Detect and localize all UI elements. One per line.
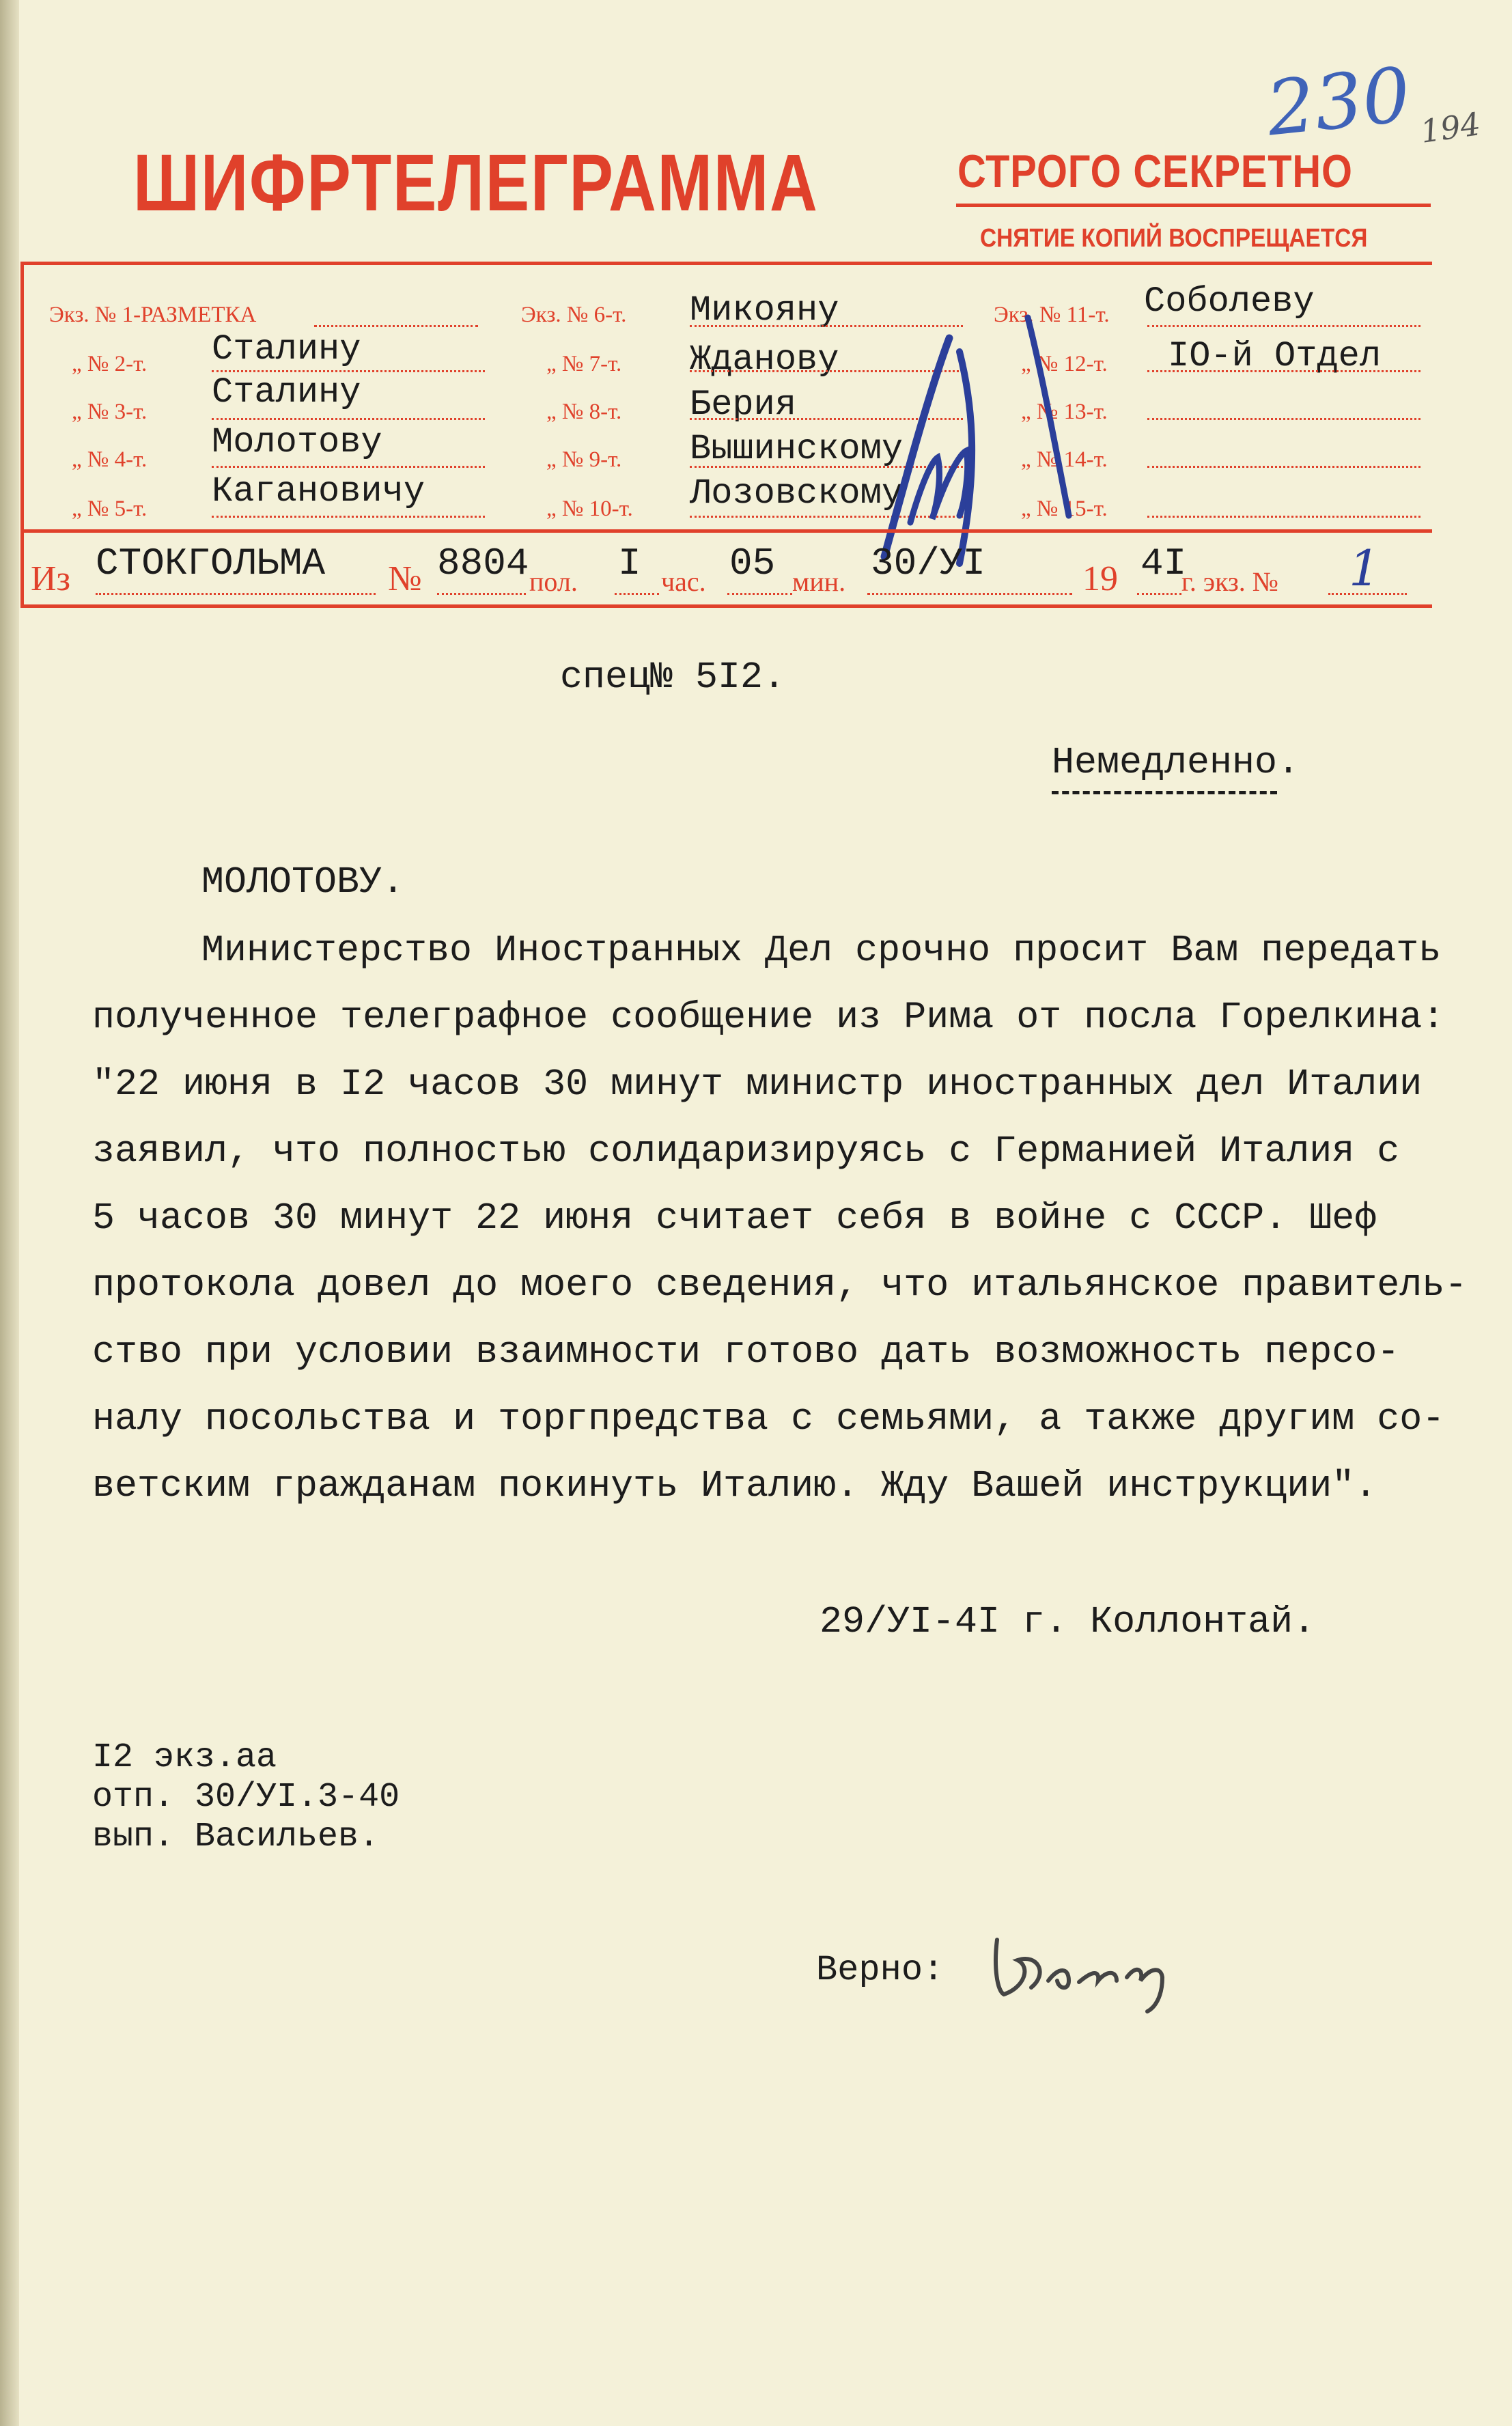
copy-label-14: „ № 14-т. (1021, 447, 1108, 472)
copy-label-5: „ № 5-т. (72, 497, 148, 521)
recipient-9: Вышинскому (690, 429, 904, 469)
copy-label-11: Экз. № 11-т. (994, 303, 1110, 327)
recipient-4: Молотову (212, 422, 382, 462)
binding-edge (0, 0, 19, 2426)
copy-label-13: „ № 13-т. (1021, 400, 1108, 424)
received-hour: I (618, 542, 641, 585)
form-line-left (20, 263, 24, 604)
copy-label-15: „ № 15-т. (1021, 497, 1108, 521)
urgency: Немедленно. (1052, 741, 1300, 784)
body-line-2: полученное телеграфное сообщение из Рима от посла Горелкина: (92, 996, 1445, 1039)
recipient-12: IO-й Отдел (1168, 336, 1382, 376)
body-line-7: ство при условии взаимности готово дать возможность персо- (92, 1330, 1400, 1374)
body-line-9: ветским гражданам покинуть Италию. Жду Вашей инструкции". (92, 1464, 1377, 1507)
archive-sheet-number: 230 (1262, 51, 1415, 153)
minute-label: мин. (792, 566, 846, 597)
form-title: ШИФРТЕЛЕГРАММА (133, 138, 819, 228)
copy-label-9: „ № 9-т. (546, 447, 622, 472)
copy-label-3: „ № 3-т. (72, 400, 148, 424)
copy-label-7: „ № 7-т. (546, 352, 622, 376)
ink-stroke (1021, 311, 1076, 529)
body-line-5: 5 часов 30 минут 22 июня считает себя в войне с СССР. Шеф (92, 1197, 1377, 1240)
telegram-number-label: № (388, 559, 422, 598)
copy-label-12: „ № 12-т. (1021, 352, 1108, 376)
year-suffix: 4I (1140, 542, 1187, 585)
body-line-8: налу посольства и торгпредства с семьями, а также другим со- (92, 1397, 1445, 1440)
certified-label: Верно: (816, 1950, 944, 1990)
year-prefix: 19 (1082, 559, 1118, 598)
received-date: 30/УI (871, 542, 986, 585)
recipient-10: Лозовскому (690, 473, 904, 514)
hour-label: час. (661, 566, 706, 597)
recipient-2: Сталину (212, 329, 361, 370)
handwritten-signature (983, 1912, 1209, 2015)
service-note-copies: I2 экз.аа (92, 1738, 277, 1777)
service-note-sent: отп. 30/УI.3-40 (92, 1778, 400, 1817)
copy-label-8: „ № 8-т. (546, 400, 622, 424)
body-line-4: заявил, что полностью солидаризируясь с Германией Италия с (92, 1130, 1400, 1173)
form-line-bottom (20, 604, 1432, 608)
form-line-top (20, 262, 1432, 265)
copy-label-10: „ № 10-т. (546, 497, 633, 521)
special-number: спец№ 5I2. (560, 656, 786, 699)
origin-city: СТОКГОЛЬМА (96, 542, 326, 585)
copy-label-4: „ № 4-т. (72, 447, 148, 472)
sign-off: 29/УI-4I г. Коллонтай. (820, 1600, 1316, 1643)
body-line-6: протокола довел до моего сведения, что итальянское правитель- (92, 1264, 1468, 1307)
recipient-3: Сталину (212, 372, 361, 413)
form-line-mid (20, 529, 1432, 533)
copy-number-label: г. экз. № (1181, 566, 1278, 597)
origin-label: Из (31, 559, 71, 598)
secret-underline (956, 204, 1431, 207)
recipient-7: Жданову (690, 339, 839, 380)
urgency-underline (1052, 791, 1277, 794)
copy-label-2: „ № 2-т. (72, 352, 148, 376)
received-label: пол. (529, 566, 578, 597)
recipient-11: Соболеву (1144, 281, 1315, 322)
no-copy-notice: СНЯТИЕ КОПИЙ ВОСПРЕЩАЕТСЯ (980, 224, 1368, 253)
recipient-6: Микояну (690, 290, 839, 331)
body-line-1: Министерство Иностранных Дел срочно просит Вам передать (201, 929, 1442, 972)
addressee: МОЛОТОВУ. (201, 861, 405, 904)
service-note-executor: вып. Васильев. (92, 1817, 380, 1856)
copy-label-1: Экз. № 1-РАЗМЕТКА (49, 303, 257, 327)
received-minute: 05 (729, 542, 776, 585)
telegram-number: 8804 (437, 542, 529, 585)
copy-number: 1 (1349, 540, 1380, 597)
archive-pencil-number: 194 (1418, 105, 1483, 150)
recipient-8: Берия (690, 385, 797, 425)
copy-label-6: Экз. № 6-т. (521, 303, 627, 327)
secret-stamp: СТРОГО СЕКРЕТНО (957, 145, 1353, 197)
body-line-3: "22 июня в I2 часов 30 минут министр иностранных дел Италии (92, 1063, 1423, 1106)
recipient-5: Кагановичу (212, 471, 425, 512)
